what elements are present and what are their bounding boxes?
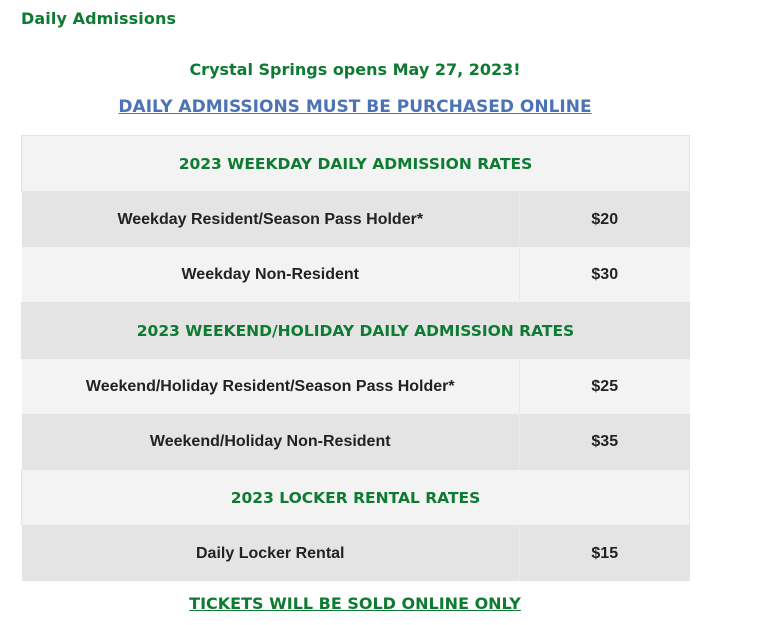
rate-label: Weekend/Holiday Non-Resident: [22, 414, 520, 470]
rate-price: $25: [591, 377, 619, 395]
table-row: [22, 414, 690, 470]
table-row: [22, 526, 690, 582]
table-row: [22, 192, 690, 248]
weekday-section-title: 2023 WEEKDAY DAILY ADMISSION RATES: [22, 136, 690, 192]
purchase-online-link[interactable]: DAILY ADMISSIONS MUST BE PURCHASED ONLINE: [118, 97, 592, 117]
rate-label: Daily Locker Rental: [22, 526, 520, 582]
online-only-notice: TICKETS WILL BE SOLD ONLINE ONLY: [189, 594, 521, 613]
opening-announcement: Crystal Springs opens May 27, 2023!: [189, 60, 521, 79]
admission-rates-table: [21, 135, 690, 581]
rate-label: Weekend/Holiday Resident/Season Pass Holder*: [22, 359, 520, 415]
locker-section-header: [22, 470, 690, 526]
rate-price: $20: [591, 210, 619, 228]
rate-label: Weekday Resident/Season Pass Holder*: [22, 192, 520, 248]
rate-price: $30: [591, 265, 619, 283]
rate-price: $15: [591, 544, 619, 562]
weekend-section-header: [22, 303, 690, 359]
weekend-section-title: 2023 WEEKEND/HOLIDAY DAILY ADMISSION RATES: [22, 303, 690, 359]
locker-section-title: 2023 LOCKER RENTAL RATES: [22, 470, 690, 526]
rate-label: Weekday Non-Resident: [22, 247, 520, 303]
weekday-section-header: [22, 136, 690, 192]
rate-price: $35: [591, 432, 619, 450]
table-row: [22, 359, 690, 415]
page-title: Daily Admissions: [21, 9, 177, 28]
table-row: [22, 247, 690, 303]
